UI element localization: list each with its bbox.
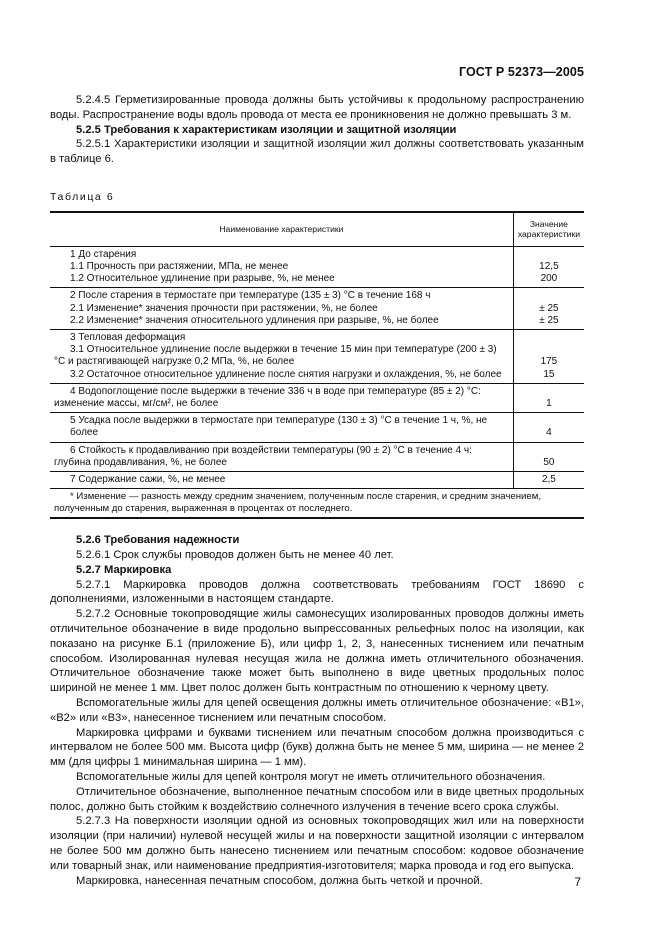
paragraph-control-cores: Вспомогательные жилы для цепей контроля могут не иметь отличительного обозначения. xyxy=(76,770,546,783)
heading-5-2-6: 5.2.6 Требования надежности xyxy=(76,534,240,547)
row-value: 200 xyxy=(540,273,558,285)
column-header-value: Значение характеристики xyxy=(513,212,584,246)
row-text: 1.1 Прочность при растяжении, МПа, не менее xyxy=(70,260,289,272)
row-value: 12,5 xyxy=(539,260,559,272)
table-row xyxy=(50,383,584,412)
clause-5-2-7-3: 5.2.7.3 На поверхности изоляции одной из основных токопроводящих жил или на поверхности изоляции (при наличии) нулевой несущей жилы и на поверхности защитной изоляции с интервалом не более 500 мм должно быть нанесено тиснением или печатным способом: кодовое обозначение или товарный знак, или наименование предприятия-изготовителя; марка провода и год его выпуска. xyxy=(50,815,584,872)
row-text: 3.2 Остаточное относительное удлинение после снятия нагрузки и охлаждения, %, не более xyxy=(70,368,502,380)
row-value: ± 25 xyxy=(539,314,559,326)
row-text: 3 Тепловая деформация xyxy=(70,332,186,343)
row-text: 4 Водопоглощение после выдержки в течение 336 ч в воде при температуре (85 ± 2) °С: xyxy=(70,385,481,397)
table-header-row xyxy=(50,212,584,246)
clause-5-2-4-5: 5.2.4.5 Герметизированные провода должны быть устойчивы к продольному распространению воды. Распространение воды вдоль провода от места ее проникновения не должно превышать 3 м. xyxy=(50,94,584,121)
paragraph-distinctive-marking: Отличительное обозначение, выполненное печатным способом или в виде цветных продольных полос, должно быть стойким к воздействию солнечного излучения в течение всего срока службы. xyxy=(50,785,584,813)
table-caption: Таблица 6 xyxy=(50,190,115,203)
row-text: 5 Усадка после выдержки в термостате при температуре (130 ± 3) °С в течение 1 ч, %, не более xyxy=(70,415,488,439)
table-row xyxy=(50,413,584,442)
row-text: изменение массы, мг/см², не более xyxy=(54,398,219,410)
table-row xyxy=(50,246,584,288)
paragraph-auxiliary-cores: Вспомогательные жилы для цепей освещения должны иметь отличительное обозначение: «В1», «В2» или «В3», нанесенное тиснением или печатным способом. xyxy=(50,697,584,724)
row-text: 2.1 Изменение* значения прочности при растяжении, %, не более xyxy=(70,302,378,314)
row-text: 2.2 Изменение* значения относительного удлинения при разрыве, %, не более xyxy=(70,314,439,326)
page-number: 7 xyxy=(574,875,581,889)
row-value: 1 xyxy=(546,398,552,410)
table-6-grid xyxy=(50,212,584,518)
table-footnote: * Изменение — разность между средним значением, полученным после старения, и средним значением, полученным до старения, выраженная в процентах от последнего. xyxy=(50,489,584,518)
row-value: 50 xyxy=(543,456,555,468)
row-value: 4 xyxy=(546,427,552,439)
clause-5-2-7-1: 5.2.7.1 Маркировка проводов должна соответствовать требованиям ГОСТ 18690 с дополнениями, изложенными в настоящем стандарте. xyxy=(50,578,584,606)
table-row xyxy=(50,442,584,471)
table-row xyxy=(50,288,584,330)
heading-5-2-7: 5.2.7 Маркировка xyxy=(76,563,172,576)
row-text: 1 До старения xyxy=(70,248,137,260)
page-content xyxy=(50,93,584,888)
document-header: ГОСТ Р 52373—2005 xyxy=(458,65,584,79)
row-text: 6 Стойкость к продавливанию при воздействии температуры (90 ± 2) °С в течение 4 ч: xyxy=(70,444,472,456)
clause-5-2-7-2: 5.2.7.2 Основные токопроводящие жилы самонесущих изолированных проводов должны иметь отличительное обозначение в виде продольно выпрессованных рельефных полос на изоляции, как показано на рисунке Б.1 (приложение Б), или цифр 1, 2, 3, нанесенных тиснением или печатным способом. Изолированная нулевая несущая жила не должна иметь отличительного обозначения. Отличительное обозначение также может быть выполнено в виде цветных продольных полос шириной не менее 1 мм. Цвет полос должен быть контрастным по отношению к черному цвету. xyxy=(50,608,584,695)
row-value: ± 25 xyxy=(539,302,559,314)
clause-5-2-5-1: 5.2.5.1 Характеристики изоляции и защитной изоляции жил должны соответствовать указанным в таблице 6. xyxy=(50,138,584,166)
row-text: 2 После старения в термостате при температуре (135 ± 3) °С в течение 168 ч xyxy=(70,290,431,302)
table-6 xyxy=(50,211,584,519)
row-text: глубина продавливания, %, не более xyxy=(54,456,227,468)
section-5-2-6-5-2-7 xyxy=(50,533,584,888)
paragraph-marking-interval: Маркировка цифрами и буквами тиснением или печатным способом должна производиться с интервалом не более 500 мм. Высота цифр (букв) должна быть не менее 5 мм, ширина — не менее 2 мм (для цифры 1 минимальная ширина — 1 мм). xyxy=(50,726,584,769)
paragraph-print-marking: Маркировка, нанесенная печатным способом, должна быть четкой и прочной. xyxy=(76,874,483,887)
heading-5-2-5: 5.2.5 Требования к характеристикам изоляции и защитной изоляции xyxy=(76,123,457,136)
table-footnote-row xyxy=(50,489,584,518)
row-text: 3.1 Относительное удлинение после выдержки в течение 15 мин при температуре (200 ± 3) °С и растягивающей нагрузке 0,2 МПа, %, не более xyxy=(54,344,497,368)
row-value: 15 xyxy=(543,368,555,380)
column-header-name: Наименование характеристики xyxy=(50,212,513,246)
table-row xyxy=(50,330,584,384)
row-value: 175 xyxy=(540,356,558,368)
row-value: 2,5 xyxy=(541,474,556,486)
row-text: 7 Содержание сажи, %, не менее xyxy=(70,474,226,486)
table-row xyxy=(50,472,584,489)
row-text: 1.2 Относительное удлинение при разрыве, %, не менее xyxy=(70,273,335,285)
clause-5-2-6-1: 5.2.6.1 Срок службы проводов должен быть не менее 40 лет. xyxy=(76,549,394,562)
